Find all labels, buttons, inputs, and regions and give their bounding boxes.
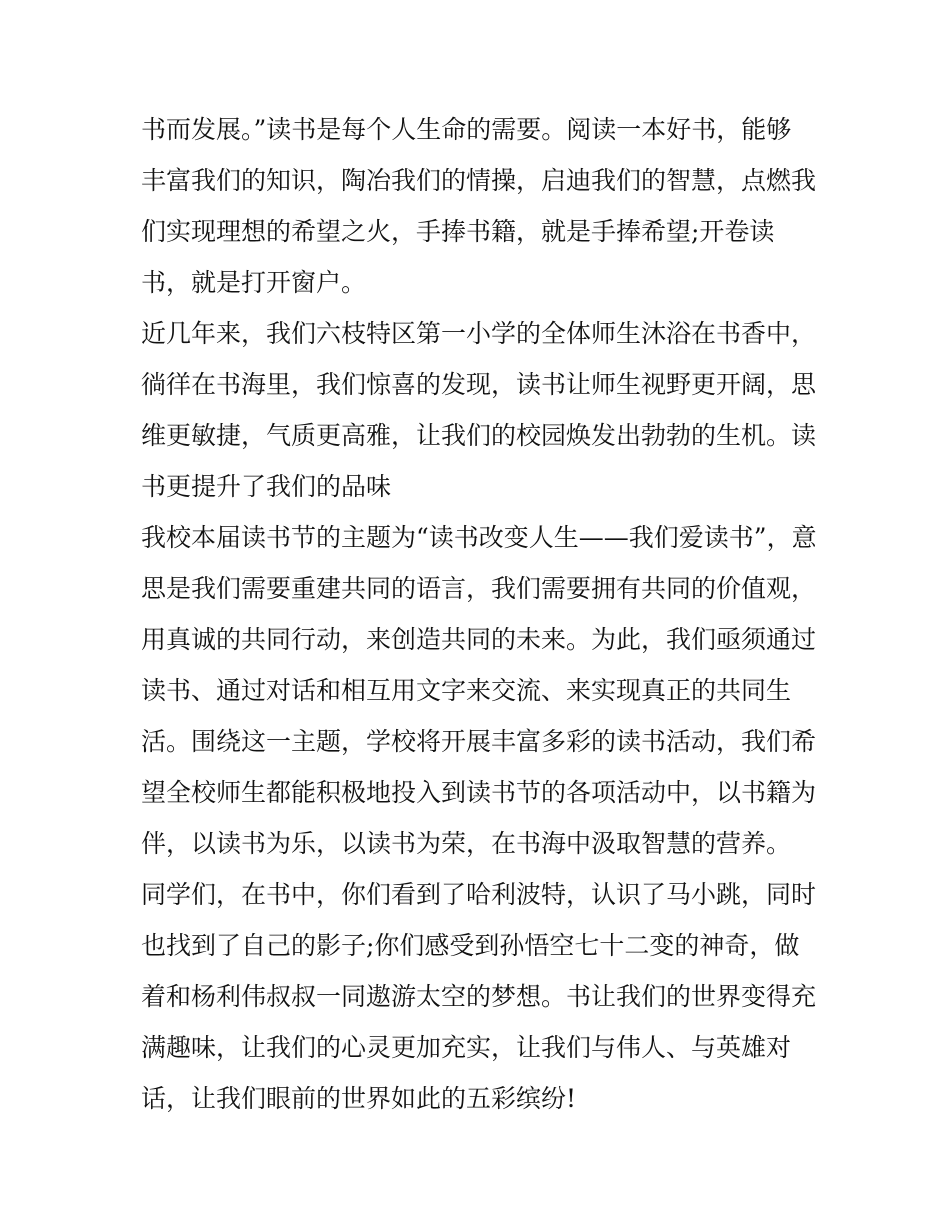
text-line: 徜徉在书海里，我们惊喜的发现，读书让师生视野更开阔，思 xyxy=(141,370,817,399)
text-line: 我校本届读书节的主题为“读书改变人生——我们爱读书”，意 xyxy=(141,523,817,552)
text-line: 用真诚的共同行动，来创造共同的未来。为此，我们亟须通过 xyxy=(141,625,817,654)
text-line: 书而发展。”读书是每个人生命的需要。阅读一本好书，能够 xyxy=(141,115,792,144)
text-line: 书，就是打开窗户。 xyxy=(141,268,367,297)
text-line: 读书、通过对话和相互用文字来交流、来实现真正的共同生 xyxy=(141,676,792,705)
text-line: 维更敏捷，气质更高雅，让我们的校园焕发出勃勃的生机。读 xyxy=(141,421,817,450)
text-line: 近几年来，我们六枝特区第一小学的全体师生沐浴在书香中， xyxy=(141,319,817,348)
text-line: 满趣味，让我们的心灵更加充实，让我们与伟人、与英雄对 xyxy=(141,1033,792,1062)
text-line: 同学们，在书中，你们看到了哈利波特，认识了马小跳，同时 xyxy=(141,880,817,909)
text-line: 伴，以读书为乐，以读书为荣，在书海中汲取智慧的营养。 xyxy=(141,829,792,858)
text-line: 话，让我们眼前的世界如此的五彩缤纷! xyxy=(141,1084,577,1113)
text-line: 活。围绕这一主题，学校将开展丰富多彩的读书活动，我们希 xyxy=(141,727,817,756)
body-text xyxy=(141,110,821,1130)
text-line: 也找到了自己的影子;你们感受到孙悟空七十二变的神奇，做 xyxy=(141,931,800,960)
text-line: 思是我们需要重建共同的语言，我们需要拥有共同的价值观， xyxy=(141,574,817,603)
text-line: 望全校师生都能积极地投入到读书节的各项活动中，以书籍为 xyxy=(141,778,817,807)
text-line: 书更提升了我们的品味 xyxy=(141,472,392,501)
text-line: 们实现理想的希望之火，手捧书籍，就是手捧希望;开卷读 xyxy=(141,217,775,246)
text-line: 着和杨利伟叔叔一同遨游太空的梦想。书让我们的世界变得充 xyxy=(141,982,817,1011)
text-line: 丰富我们的知识，陶冶我们的情操，启迪我们的智慧，点燃我 xyxy=(141,166,817,195)
